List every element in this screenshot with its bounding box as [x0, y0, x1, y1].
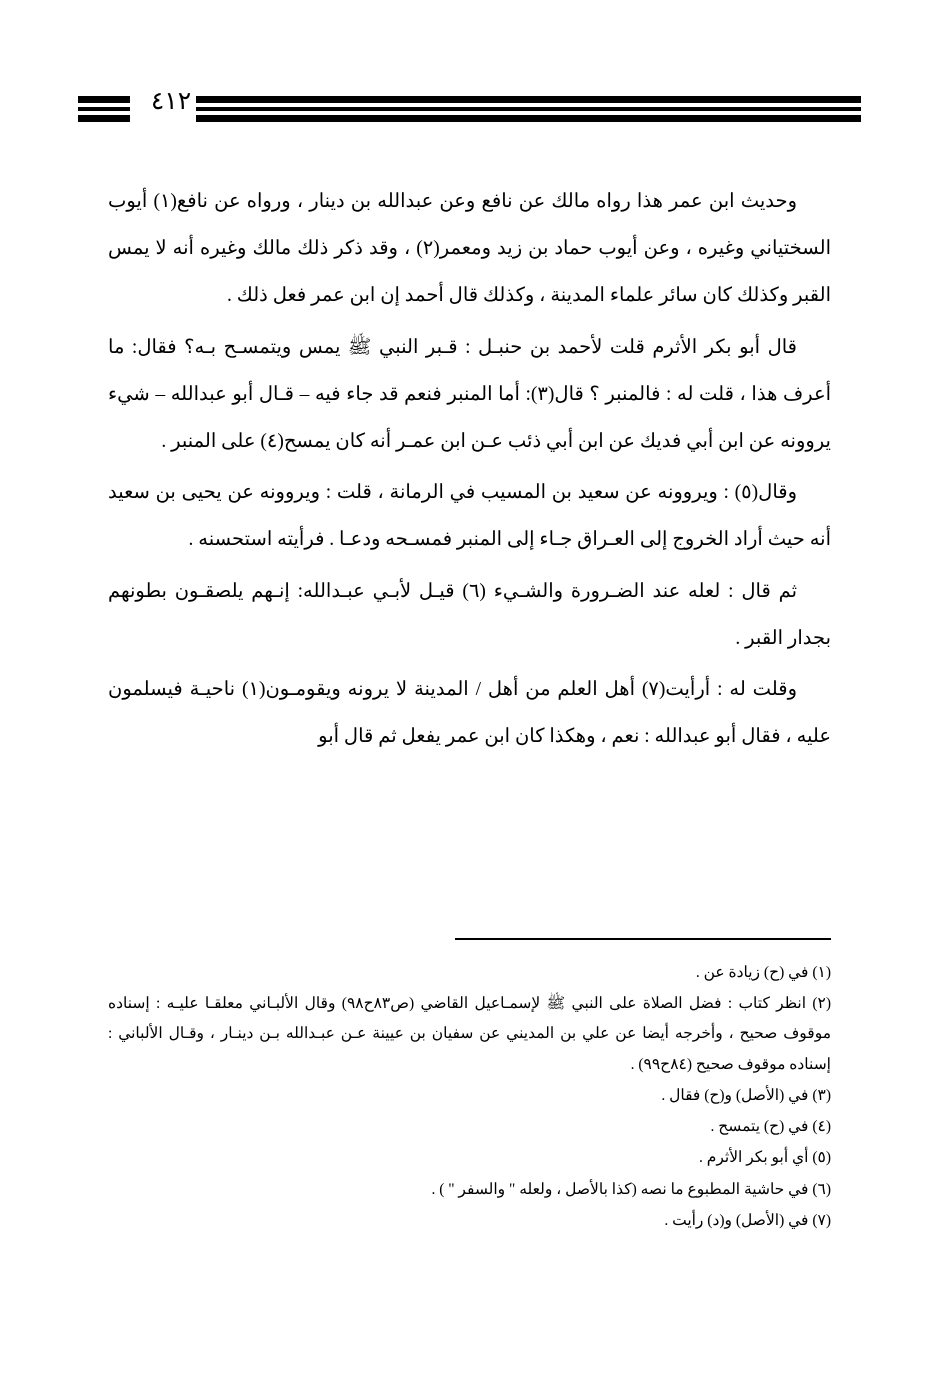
header-rule-left [78, 96, 130, 122]
header-rule-bar [78, 96, 130, 103]
header-rule-bar [196, 115, 861, 122]
paragraph: وقلت له : أرأيت(٧) أهل العلم من أهل / المدينة لا يرونه ويقومـون(١) ناحيـة فيسلمون عليه ، فقال أبو عبدالله : نعم ، وهكذا كان ابن عمر يفعل ثم قال أبو [108, 678, 831, 748]
footnote-item: (٤) في (ح) يتمسح . [710, 1118, 831, 1136]
header-rule-right [196, 96, 861, 122]
header-rule-bar [196, 96, 861, 103]
footnote-item: (١) في (ح) زيادة عن . [695, 964, 831, 981]
paragraph: وقال(٥) : ويروونه عن سعيد بن المسيب في الرمانة ، قلت : ويروونه عن يحيى بن سعيد أنه حيث أراد الخروج إلى العـراق جـاء إلى المنبر فمسـحه ودعـا . فرأيته استحسنه . [108, 482, 831, 551]
body-text [108, 178, 831, 764]
footnote-item: (٦) في حاشية المطبوع ما نصه (كذا بالأصل ، ولعله " والسفر " ) . [431, 1180, 831, 1198]
paragraph: وحديث ابن عمر هذا رواه مالك عن نافع وعن عبدالله بن دينار ، ورواه عن نافع(١) أيوب السختياني وغيره ، وعن أيوب حماد بن زيد ومعمر(٢) ، وقد ذكر ذلك مالك وغيره أنه لا يمس القبر وكذلك كان سائر علماء المدينة ، وكذلك قال أحمد إن ابن عمر فعل ذلك . [108, 191, 831, 307]
paragraph: قال أبو بكر الأثرم قلت لأحمد بن حنبـل : قـبر النبي ﷺ يمس ويتمسـح بـه؟ فقال: ما أعرف هذا ، قلت له : فالمنبر ؟ قال(٣): أما المنبر فنعم قد جاء فيه – قـال أبو عبدالله – شيء يروونه عن ابن أبي فديك عن ابن أبي ذئب عـن ابن عمـر أنه كان يمسح(٤) على المنبر . [108, 336, 831, 452]
footnote-separator [455, 938, 831, 940]
footnote-item: (٧) في (الأصل) و(د) رأيت . [664, 1211, 831, 1229]
paragraph: ثم قال : لعله عند الضـرورة والشـيء (٦) قيـل لأبـي عبـدالله: إنـهم يلصقـون بطونهم بجدار القبر . [108, 580, 831, 649]
footnote-item: (٣) في (الأصل) و(ح) فقال . [661, 1086, 831, 1104]
header-rule-bar [78, 115, 130, 122]
footnote-item: (٢) انظر كتاب : فضل الصلاة على النبي ﷺ لإسمـاعيل القاضي (ص٨٣ح٩٨) وقال الألبـاني معلقـا عليـه : إسناده موقوف صحيح ، وأخرجه أيضا عن علي بن المديني عن سفيان بن عيينة عـن عبـدالله بـن دينـار ، وقـال الألباني : إسناده موقوف صحيح (٨٤ح٩٩) . [108, 995, 832, 1073]
footnote-item: (٥) أي أبو بكر الأثرم . [698, 1149, 831, 1167]
page-header [78, 88, 861, 132]
page-number: ٤١٢ [150, 88, 192, 115]
footnotes [108, 958, 831, 1237]
